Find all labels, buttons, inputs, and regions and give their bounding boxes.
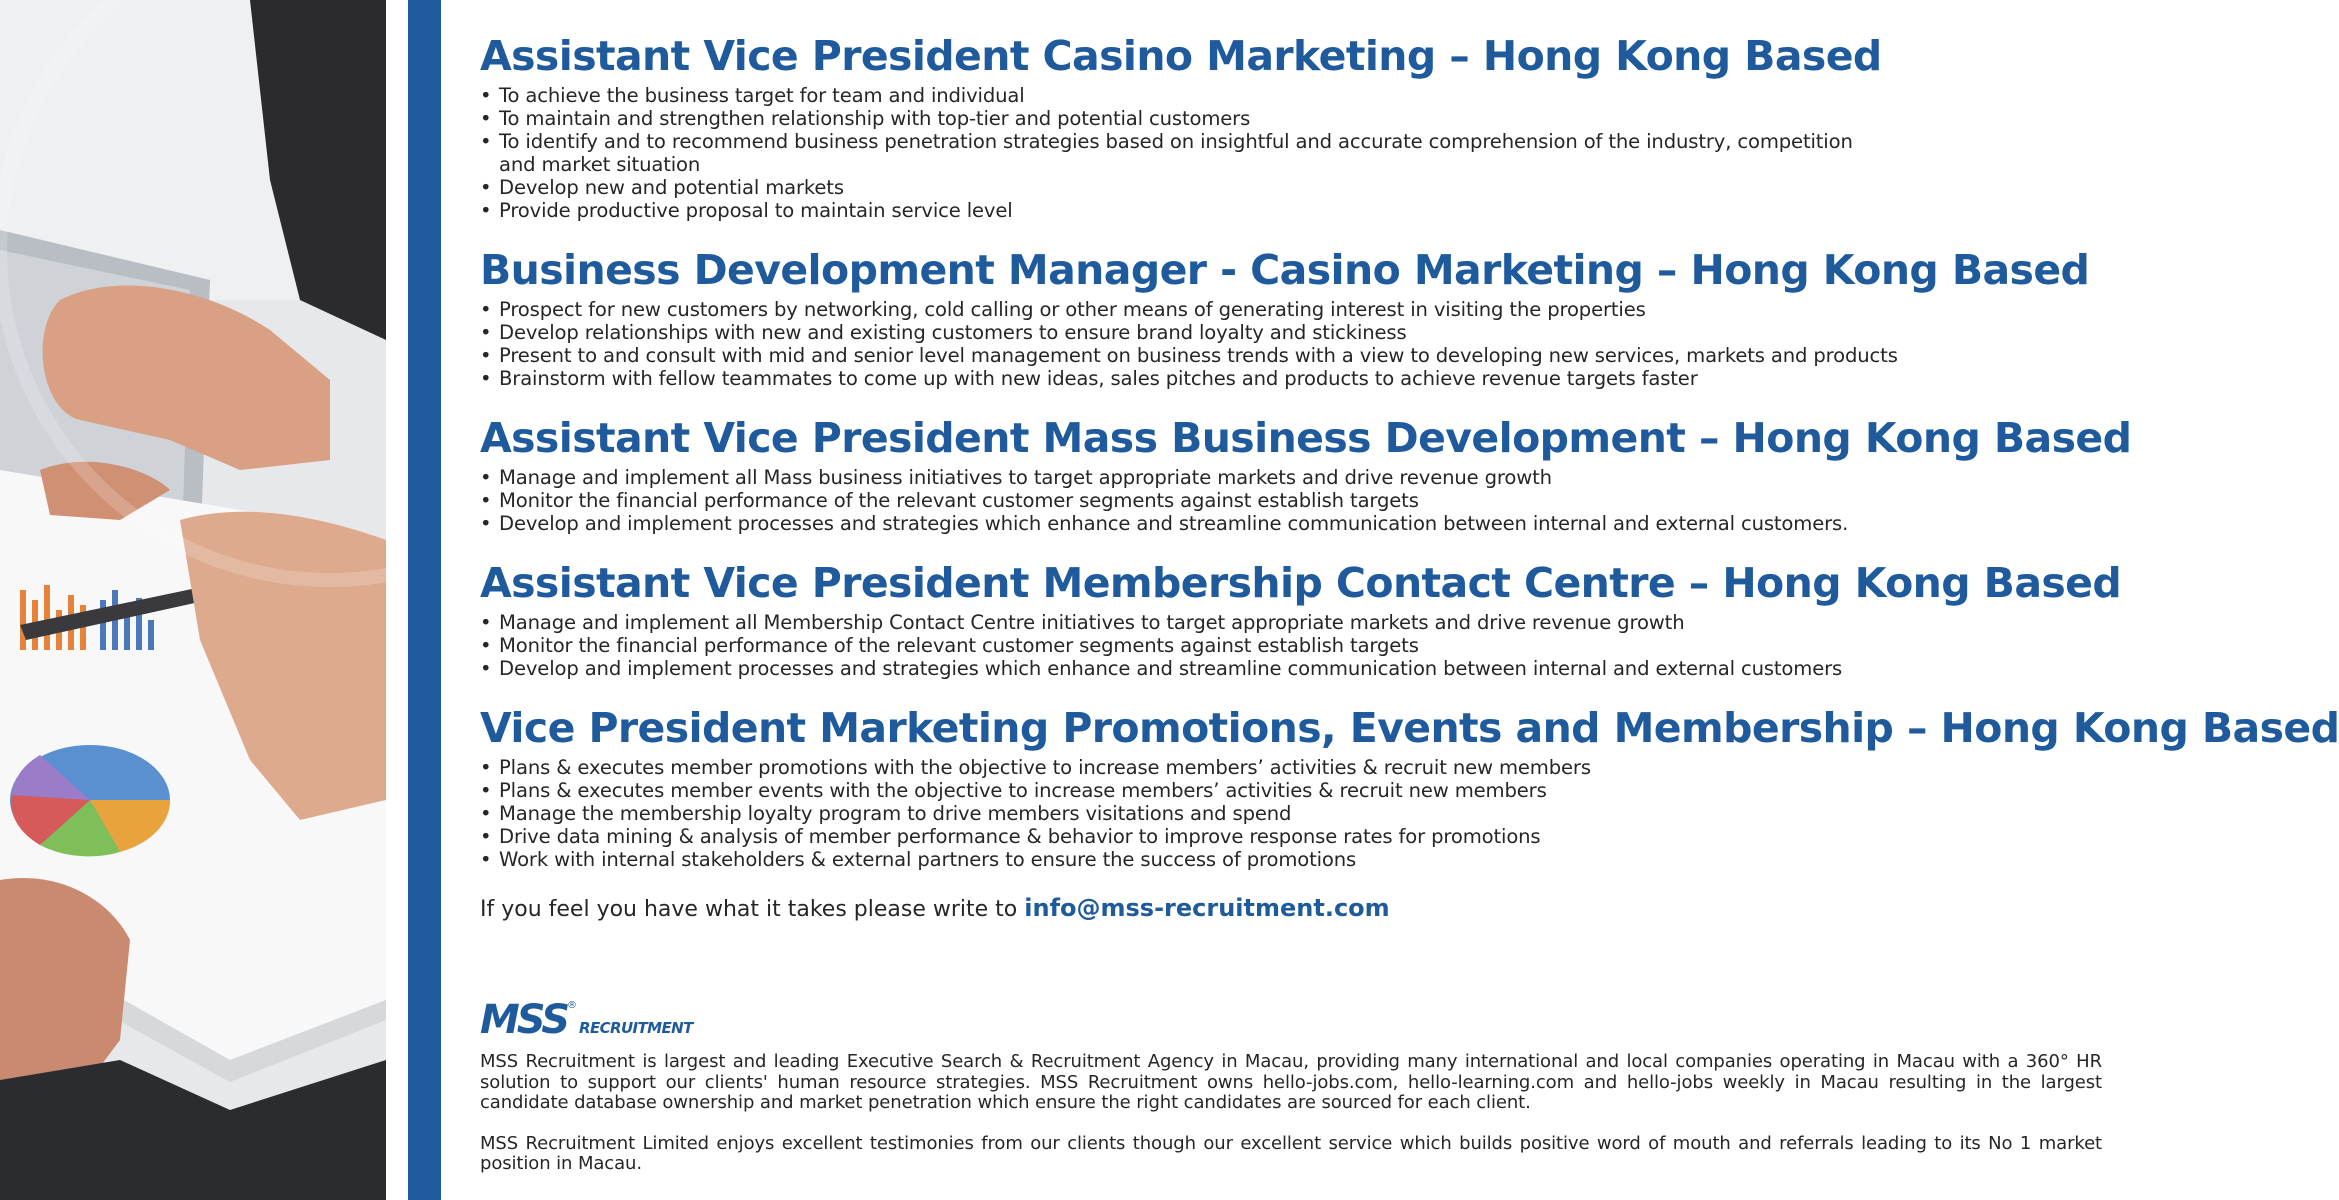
job-posting — [480, 30, 2120, 222]
contact-text: If you feel you have what it takes please write to — [480, 897, 1025, 922]
duty-item: • Develop and implement processes and strategies which enhance and streamline communication between internal and external customers — [480, 657, 2120, 680]
duty-item: • To achieve the business target for team and individual — [480, 84, 2120, 107]
accent-bar — [408, 0, 441, 1200]
about-paragraph: MSS Recruitment is largest and leading Executive Search & Recruitment Agency in Macau, providing many international and local companies operating in Macau with a 360° HR solution to support our clients' human resource strategies. MSS Recruitment owns hello-jobs.com, hello-learning.com and hello-jobs weekly in Macau resulting in the largest candidate database ownership and market penetration which ensure the right candidates are sourced for each client. — [480, 1051, 2102, 1114]
duty-item: • Provide productive proposal to maintain service level — [480, 199, 2120, 222]
business-meeting-photo — [0, 0, 386, 1200]
duty-item: • To maintain and strengthen relationship with top-tier and potential customers — [480, 107, 2120, 130]
job-title: Assistant Vice President Casino Marketing – Hong Kong Based — [480, 32, 1882, 80]
logo-wordmark: RECRUITMENT — [579, 1019, 693, 1037]
job-duties — [480, 611, 2120, 680]
duty-item: • Work with internal stakeholders & external partners to ensure the success of promotions — [480, 848, 2120, 871]
job-duties — [480, 84, 2120, 222]
duty-item: • Plans & executes member promotions with the objective to increase members’ activities & recruit new members — [480, 756, 2120, 779]
mss-recruitment-logo — [480, 997, 693, 1043]
job-posting — [480, 702, 2339, 871]
duty-item: • Develop relationships with new and existing customers to ensure brand loyalty and stickiness — [480, 321, 2120, 344]
duty-item: • Manage the membership loyalty program to drive members visitations and spend — [480, 802, 2120, 825]
duty-item: • Manage and implement all Membership Contact Centre initiatives to target appropriate markets and drive revenue growth — [480, 611, 2120, 634]
duty-item: • To identify and to recommend business penetration strategies based on insightful and accurate comprehension of the industry, competition and market situation — [480, 130, 1860, 176]
contact-line — [480, 893, 2120, 925]
job-title: Business Development Manager - Casino Marketing – Hong Kong Based — [480, 246, 2090, 294]
duty-item: • Develop new and potential markets — [480, 176, 2120, 199]
job-posting — [480, 557, 2120, 680]
job-duties — [480, 466, 2120, 535]
duty-item: • Plans & executes member events with the objective to increase members’ activities & recruit new members — [480, 779, 2120, 802]
contact-email-link[interactable]: info@mss-recruitment.com — [1024, 894, 1390, 922]
job-title: Vice President Marketing Promotions, Events and Membership – Hong Kong Based — [480, 704, 2339, 752]
panel-divider — [386, 0, 408, 1200]
duty-item: • Brainstorm with fellow teammates to come up with new ideas, sales pitches and products to achieve revenue targets faster — [480, 367, 2120, 390]
job-posting — [480, 244, 2120, 390]
job-duties — [480, 756, 2120, 871]
company-description — [480, 1052, 2102, 1175]
about-paragraph: MSS Recruitment Limited enjoys excellent testimonies from our clients though our excellent service which builds positive word of mouth and referrals leading to its No 1 market position in Macau. — [480, 1132, 2102, 1175]
duty-item: • Monitor the financial performance of the relevant customer segments against establish targets — [480, 489, 2120, 512]
duty-item: • Drive data mining & analysis of member performance & behavior to improve response rates for promotions — [480, 825, 2120, 848]
duty-item: • Prospect for new customers by networking, cold calling or other means of generating interest in visiting the properties — [480, 298, 2120, 321]
job-posting — [480, 412, 2132, 535]
job-title: Assistant Vice President Mass Business Development – Hong Kong Based — [480, 414, 2132, 462]
job-title: Assistant Vice President Membership Contact Centre – Hong Kong Based — [480, 559, 2122, 607]
job-listings — [480, 30, 2339, 925]
logo-registered-mark: ® — [567, 1000, 577, 1011]
duty-item: • Monitor the financial performance of the relevant customer segments against establish targets — [480, 634, 2120, 657]
duty-item: • Manage and implement all Mass business initiatives to target appropriate markets and drive revenue growth — [480, 466, 2120, 489]
duty-item: • Present to and consult with mid and senior level management on business trends with a view to developing new services, markets and products — [480, 344, 2120, 367]
duty-item: • Develop and implement processes and strategies which enhance and streamline communication between internal and external customers. — [480, 512, 2120, 535]
job-duties — [480, 298, 2120, 390]
logo-mark: MSS — [480, 997, 567, 1043]
